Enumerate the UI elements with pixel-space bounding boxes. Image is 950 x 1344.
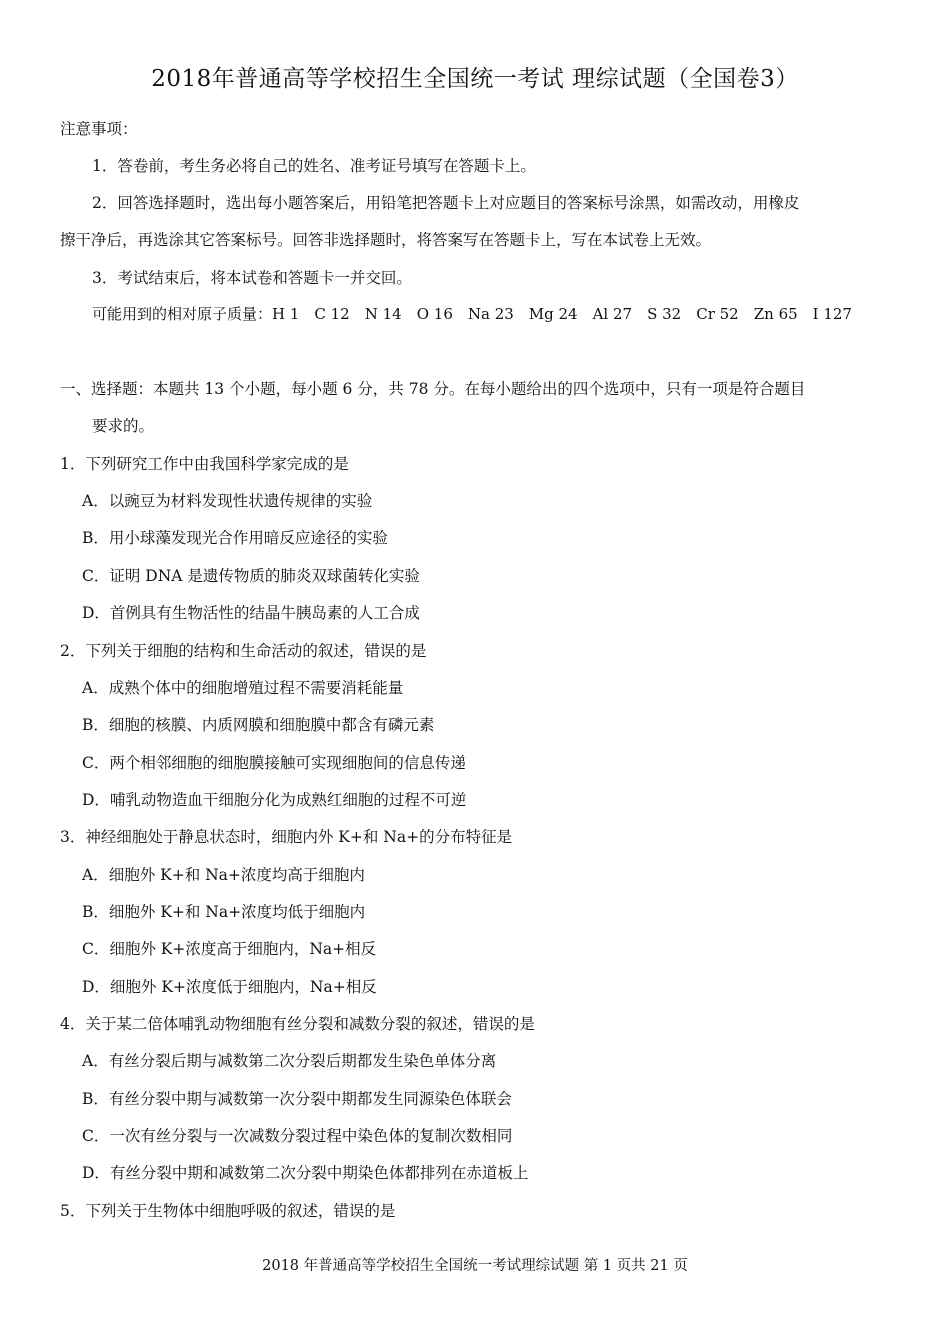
question-1-option-a: A．以豌豆为材料发现性状遗传规律的实验 <box>82 492 373 510</box>
question-3-option-d: D．细胞外 K+浓度低于细胞内，Na+相反 <box>82 978 377 996</box>
question-2-option-a: A．成熟个体中的细胞增殖过程不需要消耗能量 <box>82 679 404 697</box>
section-heading-line-2: 要求的。 <box>92 417 155 435</box>
notes-heading: 注意事项： <box>60 120 138 138</box>
question-1-option-b: B．用小球藻发现光合作用暗反应途径的实验 <box>82 529 388 547</box>
section-heading-line-1: 一、选择题：本题共 13 个小题，每小题 6 分，共 78 分。在每小题给出的四个选项中，只有一项是符合题目 <box>60 380 806 398</box>
question-1-option-c: C．证明 DNA 是遗传物质的肺炎双球菌转化实验 <box>82 567 420 585</box>
question-4-option-b: B．有丝分裂中期与减数第一次分裂中期都发生同源染色体联会 <box>82 1090 512 1108</box>
question-2-option-b: B．细胞的核膜、内质网膜和细胞膜中都含有磷元素 <box>82 716 435 734</box>
question-4-option-d: D．有丝分裂中期和减数第二次分裂中期染色体都排列在赤道板上 <box>82 1164 529 1182</box>
atomic-masses: 可能用到的相对原子质量：H 1 C 12 N 14 O 16 Na 23 Mg 24 Al 27 S 32 Cr 52 Zn 65 I 127 <box>92 305 852 323</box>
question-1-stem: 1．下列研究工作中由我国科学家完成的是 <box>60 455 349 473</box>
question-1-option-d: D．首例具有生物活性的结晶牛胰岛素的人工合成 <box>82 604 420 622</box>
question-3-option-a: A．细胞外 K+和 Na+浓度均高于细胞内 <box>82 866 365 884</box>
note-item-2-line-1: 2．回答选择题时，选出每小题答案后，用铅笔把答题卡上对应题目的答案标号涂黑，如需改动，用橡皮 <box>92 194 800 212</box>
note-item-3: 3．考试结束后，将本试卷和答题卡一并交回。 <box>92 269 412 287</box>
question-5-stem: 5．下列关于生物体中细胞呼吸的叙述，错误的是 <box>60 1202 396 1220</box>
question-3-option-b: B．细胞外 K+和 Na+浓度均低于细胞内 <box>82 903 366 921</box>
question-3-stem: 3．神经细胞处于静息状态时，细胞内外 K+和 Na+的分布特征是 <box>60 828 513 846</box>
note-item-2-line-2: 擦干净后，再选涂其它答案标号。回答非选择题时，将答案写在答题卡上，写在本试卷上无效。 <box>60 231 712 249</box>
page-footer: 2018 年普通高等学校招生全国统一考试理综试题 第 1 页共 21 页 <box>262 1258 688 1274</box>
question-2-stem: 2．下列关于细胞的结构和生命活动的叙述，错误的是 <box>60 642 427 660</box>
question-2-option-c: C．两个相邻细胞的细胞膜接触可实现细胞间的信息传递 <box>82 754 466 772</box>
question-2-option-d: D．哺乳动物造血干细胞分化为成熟红细胞的过程不可逆 <box>82 791 467 809</box>
note-item-1: 1．答卷前，考生务必将自己的姓名、准考证号填写在答题卡上。 <box>92 157 536 175</box>
question-4-option-a: A．有丝分裂后期与减数第二次分裂后期都发生染色单体分离 <box>82 1052 497 1070</box>
question-4-option-c: C．一次有丝分裂与一次减数分裂过程中染色体的复制次数相同 <box>82 1127 513 1145</box>
question-4-stem: 4．关于某二倍体哺乳动物细胞有丝分裂和减数分裂的叙述，错误的是 <box>60 1015 535 1033</box>
question-3-option-c: C．细胞外 K+浓度高于细胞内，Na+相反 <box>82 940 377 958</box>
page-title: 2018年普通高等学校招生全国统一考试 理综试题（全国卷3） <box>151 66 799 92</box>
